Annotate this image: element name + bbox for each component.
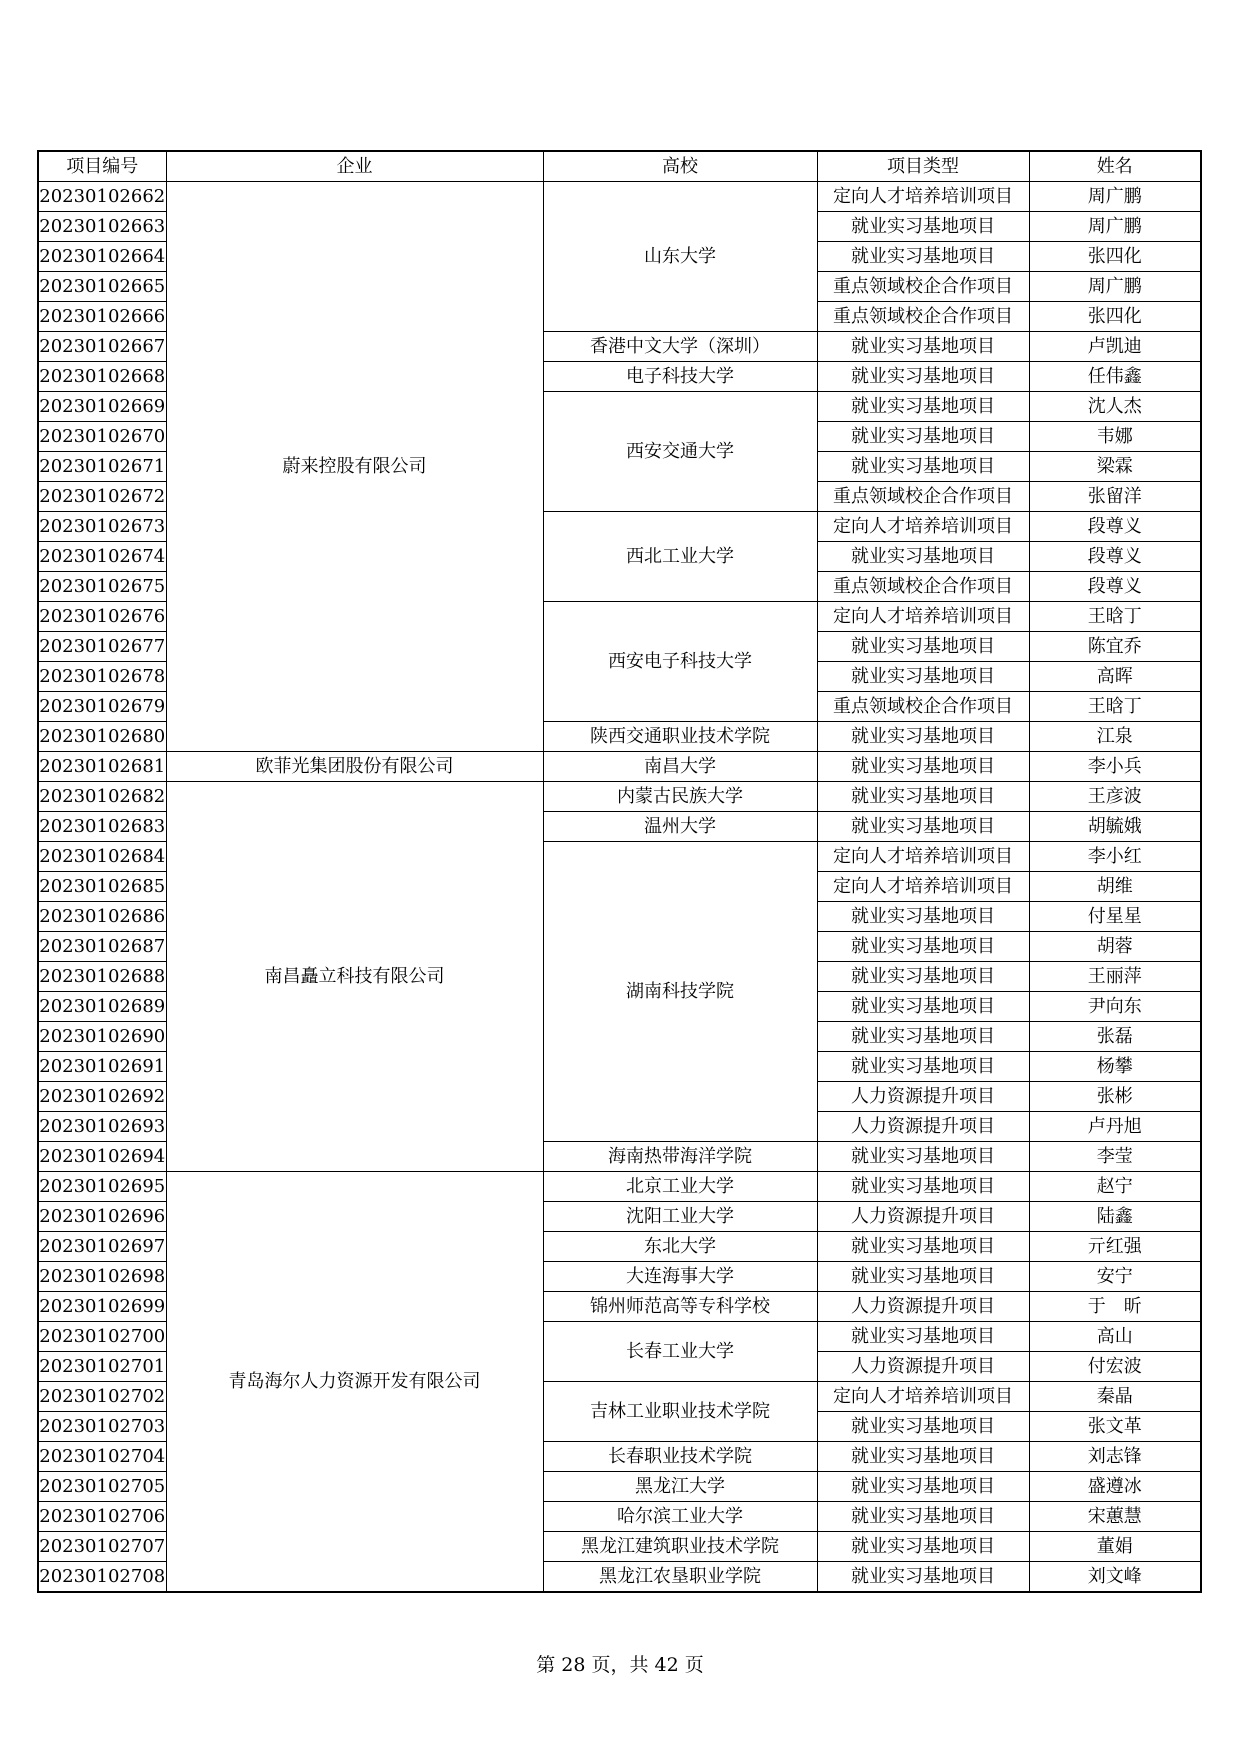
person-name-cell: 胡维 bbox=[1029, 872, 1201, 902]
project-id-cell: 20230102676 bbox=[38, 602, 166, 632]
project-id-cell: 20230102705 bbox=[38, 1472, 166, 1502]
project-id-cell: 20230102677 bbox=[38, 632, 166, 662]
person-name-cell: 任伟鑫 bbox=[1029, 362, 1201, 392]
person-name-cell: 高晖 bbox=[1029, 662, 1201, 692]
project-type-cell: 就业实习基地项目 bbox=[817, 1232, 1029, 1262]
page-footer: 第 28 页，共 42 页 bbox=[536, 1654, 704, 1676]
university-cell: 西安电子科技大学 bbox=[543, 602, 817, 722]
university-cell: 长春工业大学 bbox=[543, 1322, 817, 1382]
university-cell: 东北大学 bbox=[543, 1232, 817, 1262]
project-id-cell: 20230102704 bbox=[38, 1442, 166, 1472]
person-name-cell: 胡毓娥 bbox=[1029, 812, 1201, 842]
project-type-cell: 就业实习基地项目 bbox=[817, 662, 1029, 692]
project-id-cell: 20230102688 bbox=[38, 962, 166, 992]
person-name-cell: 付星星 bbox=[1029, 902, 1201, 932]
project-type-cell: 重点领域校企合作项目 bbox=[817, 572, 1029, 602]
header-project-id: 项目编号 bbox=[38, 151, 166, 182]
person-name-cell: 张彬 bbox=[1029, 1082, 1201, 1112]
person-name-cell: 张磊 bbox=[1029, 1022, 1201, 1052]
project-type-cell: 就业实习基地项目 bbox=[817, 452, 1029, 482]
person-name-cell: 张留洋 bbox=[1029, 482, 1201, 512]
person-name-cell: 安宁 bbox=[1029, 1262, 1201, 1292]
project-type-cell: 就业实习基地项目 bbox=[817, 1262, 1029, 1292]
project-id-cell: 20230102700 bbox=[38, 1322, 166, 1352]
project-type-cell: 就业实习基地项目 bbox=[817, 332, 1029, 362]
person-name-cell: 张文革 bbox=[1029, 1412, 1201, 1442]
project-id-cell: 20230102691 bbox=[38, 1052, 166, 1082]
university-cell: 北京工业大学 bbox=[543, 1172, 817, 1202]
project-type-cell: 人力资源提升项目 bbox=[817, 1082, 1029, 1112]
project-type-cell: 人力资源提升项目 bbox=[817, 1352, 1029, 1382]
project-type-cell: 就业实习基地项目 bbox=[817, 1142, 1029, 1172]
person-name-cell: 董娟 bbox=[1029, 1532, 1201, 1562]
person-name-cell: 沈人杰 bbox=[1029, 392, 1201, 422]
project-type-cell: 就业实习基地项目 bbox=[817, 1022, 1029, 1052]
project-type-cell: 就业实习基地项目 bbox=[817, 1442, 1029, 1472]
university-cell: 沈阳工业大学 bbox=[543, 1202, 817, 1232]
project-id-cell: 20230102701 bbox=[38, 1352, 166, 1382]
project-type-cell: 重点领域校企合作项目 bbox=[817, 272, 1029, 302]
project-id-cell: 20230102687 bbox=[38, 932, 166, 962]
person-name-cell: 李莹 bbox=[1029, 1142, 1201, 1172]
person-name-cell: 李小红 bbox=[1029, 842, 1201, 872]
person-name-cell: 周广鹏 bbox=[1029, 212, 1201, 242]
person-name-cell: 宋蕙慧 bbox=[1029, 1502, 1201, 1532]
project-type-cell: 就业实习基地项目 bbox=[817, 812, 1029, 842]
company-cell: 南昌矗立科技有限公司 bbox=[166, 782, 543, 1172]
project-id-cell: 20230102690 bbox=[38, 1022, 166, 1052]
project-type-cell: 就业实习基地项目 bbox=[817, 362, 1029, 392]
person-name-cell: 陆鑫 bbox=[1029, 1202, 1201, 1232]
project-id-cell: 20230102708 bbox=[38, 1562, 166, 1593]
project-id-cell: 20230102678 bbox=[38, 662, 166, 692]
university-cell: 电子科技大学 bbox=[543, 362, 817, 392]
table-row bbox=[38, 182, 1201, 212]
person-name-cell: 段尊义 bbox=[1029, 512, 1201, 542]
project-type-cell: 重点领域校企合作项目 bbox=[817, 482, 1029, 512]
project-type-cell: 定向人才培养培训项目 bbox=[817, 872, 1029, 902]
project-type-cell: 定向人才培养培训项目 bbox=[817, 182, 1029, 212]
table-row bbox=[38, 1172, 1201, 1202]
person-name-cell: 尹向东 bbox=[1029, 992, 1201, 1022]
project-type-cell: 就业实习基地项目 bbox=[817, 902, 1029, 932]
university-cell: 南昌大学 bbox=[543, 752, 817, 782]
project-type-cell: 就业实习基地项目 bbox=[817, 422, 1029, 452]
university-cell: 西北工业大学 bbox=[543, 512, 817, 602]
project-id-cell: 20230102686 bbox=[38, 902, 166, 932]
project-id-cell: 20230102707 bbox=[38, 1532, 166, 1562]
university-cell: 黑龙江大学 bbox=[543, 1472, 817, 1502]
university-cell: 陕西交通职业技术学院 bbox=[543, 722, 817, 752]
person-name-cell: 段尊义 bbox=[1029, 542, 1201, 572]
project-type-cell: 重点领域校企合作项目 bbox=[817, 302, 1029, 332]
project-id-cell: 20230102702 bbox=[38, 1382, 166, 1412]
university-cell: 哈尔滨工业大学 bbox=[543, 1502, 817, 1532]
person-name-cell: 王晗丁 bbox=[1029, 602, 1201, 632]
university-cell: 内蒙古民族大学 bbox=[543, 782, 817, 812]
university-cell: 长春职业技术学院 bbox=[543, 1442, 817, 1472]
project-id-cell: 20230102669 bbox=[38, 392, 166, 422]
table-row bbox=[38, 752, 1201, 782]
person-name-cell: 李小兵 bbox=[1029, 752, 1201, 782]
project-type-cell: 定向人才培养培训项目 bbox=[817, 842, 1029, 872]
university-cell: 锦州师范高等专科学校 bbox=[543, 1292, 817, 1322]
project-type-cell: 就业实习基地项目 bbox=[817, 1532, 1029, 1562]
university-cell: 湖南科技学院 bbox=[543, 842, 817, 1142]
person-name-cell: 胡蓉 bbox=[1029, 932, 1201, 962]
university-cell: 香港中文大学（深圳） bbox=[543, 332, 817, 362]
project-type-cell: 就业实习基地项目 bbox=[817, 1172, 1029, 1202]
project-type-cell: 就业实习基地项目 bbox=[817, 542, 1029, 572]
person-name-cell: 周广鹏 bbox=[1029, 182, 1201, 212]
project-id-cell: 20230102662 bbox=[38, 182, 166, 212]
project-id-cell: 20230102680 bbox=[38, 722, 166, 752]
header-row bbox=[38, 151, 1201, 182]
project-id-cell: 20230102682 bbox=[38, 782, 166, 812]
person-name-cell: 于 昕 bbox=[1029, 1292, 1201, 1322]
project-id-cell: 20230102667 bbox=[38, 332, 166, 362]
project-id-cell: 20230102670 bbox=[38, 422, 166, 452]
project-id-cell: 20230102681 bbox=[38, 752, 166, 782]
person-name-cell: 梁霖 bbox=[1029, 452, 1201, 482]
company-cell: 青岛海尔人力资源开发有限公司 bbox=[166, 1172, 543, 1593]
person-name-cell: 王晗丁 bbox=[1029, 692, 1201, 722]
person-name-cell: 秦晶 bbox=[1029, 1382, 1201, 1412]
person-name-cell: 卢凯迪 bbox=[1029, 332, 1201, 362]
university-cell: 山东大学 bbox=[543, 182, 817, 332]
person-name-cell: 周广鹏 bbox=[1029, 272, 1201, 302]
project-type-cell: 就业实习基地项目 bbox=[817, 752, 1029, 782]
project-type-cell: 就业实习基地项目 bbox=[817, 1412, 1029, 1442]
university-cell: 黑龙江农垦职业学院 bbox=[543, 1562, 817, 1593]
project-type-cell: 就业实习基地项目 bbox=[817, 782, 1029, 812]
project-type-cell: 就业实习基地项目 bbox=[817, 992, 1029, 1022]
university-cell: 西安交通大学 bbox=[543, 392, 817, 512]
person-name-cell: 江泉 bbox=[1029, 722, 1201, 752]
project-type-cell: 就业实习基地项目 bbox=[817, 242, 1029, 272]
project-type-cell: 就业实习基地项目 bbox=[817, 632, 1029, 662]
university-cell: 温州大学 bbox=[543, 812, 817, 842]
person-name-cell: 付宏波 bbox=[1029, 1352, 1201, 1382]
person-name-cell: 刘文峰 bbox=[1029, 1562, 1201, 1593]
project-id-cell: 20230102694 bbox=[38, 1142, 166, 1172]
person-name-cell: 陈宜乔 bbox=[1029, 632, 1201, 662]
company-cell: 蔚来控股有限公司 bbox=[166, 182, 543, 752]
project-id-cell: 20230102703 bbox=[38, 1412, 166, 1442]
project-id-cell: 20230102665 bbox=[38, 272, 166, 302]
project-type-cell: 就业实习基地项目 bbox=[817, 1562, 1029, 1593]
project-id-cell: 20230102684 bbox=[38, 842, 166, 872]
project-id-cell: 20230102697 bbox=[38, 1232, 166, 1262]
project-type-cell: 就业实习基地项目 bbox=[817, 1052, 1029, 1082]
project-id-cell: 20230102696 bbox=[38, 1202, 166, 1232]
project-type-cell: 定向人才培养培训项目 bbox=[817, 512, 1029, 542]
project-type-cell: 定向人才培养培训项目 bbox=[817, 602, 1029, 632]
company-cell: 欧菲光集团股份有限公司 bbox=[166, 752, 543, 782]
project-type-cell: 人力资源提升项目 bbox=[817, 1202, 1029, 1232]
project-type-cell: 定向人才培养培训项目 bbox=[817, 1382, 1029, 1412]
project-id-cell: 20230102693 bbox=[38, 1112, 166, 1142]
project-id-cell: 20230102671 bbox=[38, 452, 166, 482]
project-type-cell: 就业实习基地项目 bbox=[817, 212, 1029, 242]
project-id-cell: 20230102668 bbox=[38, 362, 166, 392]
project-type-cell: 就业实习基地项目 bbox=[817, 932, 1029, 962]
project-id-cell: 20230102699 bbox=[38, 1292, 166, 1322]
person-name-cell: 杨攀 bbox=[1029, 1052, 1201, 1082]
person-name-cell: 亓红强 bbox=[1029, 1232, 1201, 1262]
header-name: 姓名 bbox=[1029, 151, 1201, 182]
project-id-cell: 20230102672 bbox=[38, 482, 166, 512]
project-type-cell: 就业实习基地项目 bbox=[817, 1502, 1029, 1532]
project-type-cell: 重点领域校企合作项目 bbox=[817, 692, 1029, 722]
project-id-cell: 20230102692 bbox=[38, 1082, 166, 1112]
project-id-cell: 20230102685 bbox=[38, 872, 166, 902]
project-type-cell: 就业实习基地项目 bbox=[817, 1322, 1029, 1352]
table-body bbox=[38, 182, 1201, 1593]
project-type-cell: 就业实习基地项目 bbox=[817, 1472, 1029, 1502]
project-type-cell: 就业实习基地项目 bbox=[817, 962, 1029, 992]
project-table bbox=[37, 150, 1202, 1593]
project-id-cell: 20230102673 bbox=[38, 512, 166, 542]
project-id-cell: 20230102683 bbox=[38, 812, 166, 842]
person-name-cell: 张四化 bbox=[1029, 302, 1201, 332]
person-name-cell: 刘志锋 bbox=[1029, 1442, 1201, 1472]
project-type-cell: 人力资源提升项目 bbox=[817, 1112, 1029, 1142]
project-type-cell: 人力资源提升项目 bbox=[817, 1292, 1029, 1322]
project-id-cell: 20230102706 bbox=[38, 1502, 166, 1532]
project-id-cell: 20230102698 bbox=[38, 1262, 166, 1292]
project-id-cell: 20230102674 bbox=[38, 542, 166, 572]
person-name-cell: 张四化 bbox=[1029, 242, 1201, 272]
university-cell: 黑龙江建筑职业技术学院 bbox=[543, 1532, 817, 1562]
project-id-cell: 20230102663 bbox=[38, 212, 166, 242]
project-id-cell: 20230102675 bbox=[38, 572, 166, 602]
university-cell: 海南热带海洋学院 bbox=[543, 1142, 817, 1172]
person-name-cell: 盛遵冰 bbox=[1029, 1472, 1201, 1502]
project-id-cell: 20230102679 bbox=[38, 692, 166, 722]
person-name-cell: 段尊义 bbox=[1029, 572, 1201, 602]
person-name-cell: 卢丹旭 bbox=[1029, 1112, 1201, 1142]
header-university: 高校 bbox=[543, 151, 817, 182]
header-project-type: 项目类型 bbox=[817, 151, 1029, 182]
university-cell: 吉林工业职业技术学院 bbox=[543, 1382, 817, 1442]
project-id-cell: 20230102666 bbox=[38, 302, 166, 332]
project-id-cell: 20230102695 bbox=[38, 1172, 166, 1202]
person-name-cell: 王彦波 bbox=[1029, 782, 1201, 812]
project-type-cell: 就业实习基地项目 bbox=[817, 392, 1029, 422]
person-name-cell: 王丽萍 bbox=[1029, 962, 1201, 992]
project-id-cell: 20230102689 bbox=[38, 992, 166, 1022]
person-name-cell: 赵宁 bbox=[1029, 1172, 1201, 1202]
header-company: 企业 bbox=[166, 151, 543, 182]
university-cell: 大连海事大学 bbox=[543, 1262, 817, 1292]
person-name-cell: 韦娜 bbox=[1029, 422, 1201, 452]
person-name-cell: 高山 bbox=[1029, 1322, 1201, 1352]
project-id-cell: 20230102664 bbox=[38, 242, 166, 272]
table-row bbox=[38, 782, 1201, 812]
project-type-cell: 就业实习基地项目 bbox=[817, 722, 1029, 752]
